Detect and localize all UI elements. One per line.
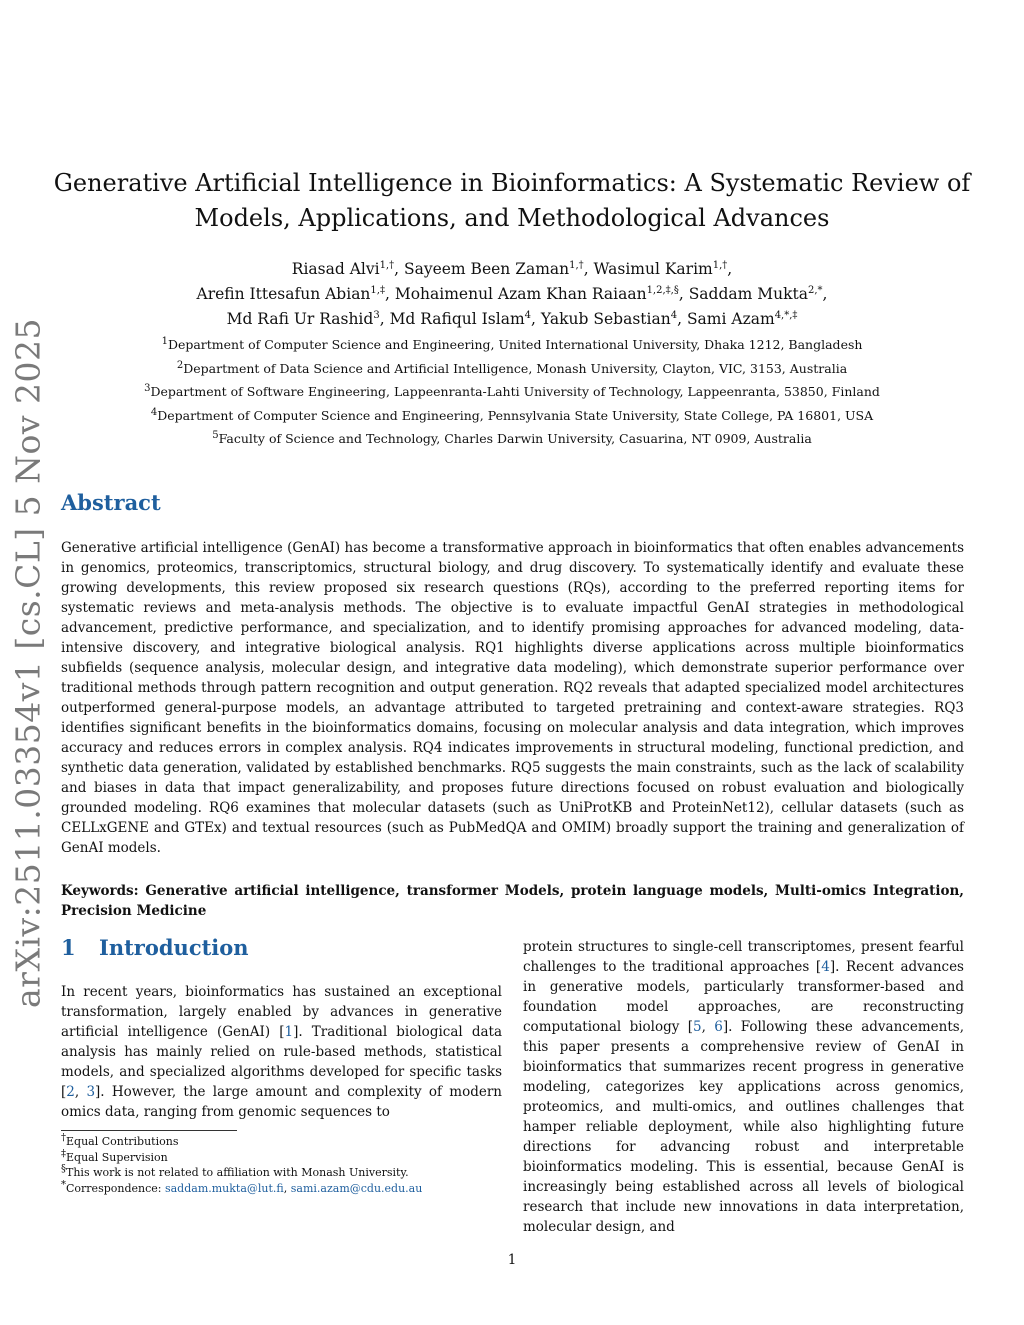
author-name: Mohaimenul Azam Khan Raiaan [394,285,647,303]
author-affiliation-mark: 4 [670,309,678,321]
introduction-heading [61,935,249,960]
abstract-text: Generative artificial intelligence (GenAI) has become a transformative approach in bioinformatics that often enables advancements in genomics, proteomics, transcriptomics, structural biology, and drug discovery. To systematically identify and evaluate these growing developments, this review proposed six research questions (RQs), according to the preferred reporting items for systematic reviews and meta-analysis methods. The objective is to evaluate impactful GenAI strategies in methodological advancement, predictive performance, and specialization, and to identify promising approaches for advanced modeling, data-intensive discovery, and integrative biological analysis. RQ1 highlights diverse applications across multiple bioinformatics subfields (sequence analysis, molecular design, and integrative data modeling), which demonstrate superior performance over traditional methods through pattern recognition and output generation. RQ2 reveals that adapted specialized model architectures outperformed general-purpose models, an advantage attributed to targeted pretraining and context-aware strategies. RQ3 identifies significant benefits in the bioinformatics domains, focusing on molecular analysis and data integration, which improves accuracy and reduces errors in complex analysis. RQ4 indicates improvements in structural modeling, functional prediction, and synthetic data generation, validated by established benchmarks. RQ5 suggests the main constraints, such as the lack of scalability and biases in data that impact generalizability, and proposes future directions focused on robust evaluation and biologically grounded modeling. RQ6 examines that molecular datasets (such as UniProtKB and ProteinNet12), cellular datasets (such as CELLxGENE and GTEx) and textual resources (such as PubMedQA and OMIM) broadly support the training and generalization of GenAI models. [61,540,964,856]
author-name: Sami Azam [686,310,775,328]
author-name: Saddam Mukta [688,285,808,303]
author-name: Riasad Alvi [291,260,380,278]
author-affiliation-mark: 4 [524,309,532,321]
affiliation-item: $^5$Faculty of Science and Technology, Charles Darwin University, Casuarina, NT 0909, Australia [212,429,812,446]
author-name: Yakub Sebastian [540,310,671,328]
author-affiliation-mark: 2,* [807,284,823,296]
page-number: 1 [507,1252,517,1268]
citation-link[interactable]: 2 [66,1084,75,1100]
paper-title [50,166,974,236]
author-affiliation-mark: 1,† [569,259,584,271]
introduction-left-column: In recent years, bioinformatics has sustained an exceptional transformation, largely enabled by advances in generative artificial intelligence (GenAI) [1]. Traditional biological data analysis has mainly relied on rule-based methods, statistical models, and specialized algorithms developed for specific tasks [2, 3]. However, the large amount and complexity of modern omics data, ranging from genomic sequences to [61,984,502,1120]
footnote-item: *Correspondence: saddam.mukta@lut.fi, sami.azam@cdu.edu.au [61,1178,423,1195]
affiliation-item: $^1$Department of Computer Science and Engineering, United International University, Dhaka 1212, Bangladesh [161,335,863,352]
author-name: Md Rafiqul Islam [389,310,525,328]
footnote-item: †Equal Contributions [61,1132,179,1148]
abstract-heading: Abstract [61,490,161,515]
email-link[interactable]: sami.azam@cdu.edu.au [290,1181,423,1195]
footnote-item: §This work is not related to affiliation with Monash University. [61,1163,409,1179]
citation-link[interactable]: 3 [86,1084,96,1100]
affiliation-item: $^3$Department of Software Engineering, Lappeenranta-Lahti University of Technology, Lappeenranta, 53850, Finland [144,382,880,399]
author-line-1: Riasad Alvi$^{1,\dagger}$, Sayeem Been Zaman$^{1,\dagger}$, Wasimul Karim$^{1,\dagger}$, [291,259,733,278]
email-link[interactable]: saddam.mukta@lut.fi [164,1181,284,1195]
footnote-divider [61,1130,237,1131]
author-affiliation-mark: 1,2,‡,§ [646,284,679,296]
author-line-3: Md Rafi Ur Rashid$^3$, Md Rafiqul Islam$^4$, Yakub Sebastian$^4$, Sami Azam$^{4,*,\ddagger}$ [226,309,798,328]
citation-link[interactable]: 4 [821,959,830,975]
citation-link[interactable]: 1 [284,1024,294,1040]
section-number: 1 [61,935,76,960]
title-line-1: Generative Artificial Intelligence in Bioinformatics: A Systematic Review of [53,169,971,197]
footnote-item: ‡Equal Supervision [61,1147,168,1164]
affiliation-list [50,333,974,451]
author-affiliation-mark: 1,‡ [370,284,385,296]
section-title: Introduction [99,935,249,960]
citation-link[interactable]: 5 [693,1019,702,1035]
introduction-right-column: protein structures to single-cell transcriptomes, present fearful challenges to the traditional approaches [4]. Recent advances in generative models, particularly transformer-based and foundation model approaches, are reconstructing computational biology [5, 6]. Following these advancements, this paper presents a comprehensive review of GenAI in bioinformatics that summarizes recent progress in generative modeling, categorizes key applications across genomics, proteomics, and multi-omics, and outlines challenges that hamper reliable deployment, while also highlighting future directions for advancing robust and interpretable bioinformatics modeling. This is essential, because GenAI is increasingly being established across all levels of biological research that include new innovations in data interpretation, molecular design, and [523,939,964,1235]
affiliation-item: $^2$Department of Data Science and Artificial Intelligence, Monash University, Clayton, VIC, 3153, Australia [176,359,848,376]
author-name: Arefin Ittesafun Abian [196,285,371,303]
footnotes [61,1134,502,1196]
author-affiliation-mark: 3 [373,309,380,321]
author-name: Sayeem Been Zaman [403,260,570,278]
author-name: Wasimul Karim [593,260,713,278]
title-line-2: Models, Applications, and Methodological Advances [194,204,830,232]
author-affiliation-mark: 4,*,‡ [774,309,798,321]
author-line-2: Arefin Ittesafun Abian$^{1,\ddagger}$, Mohaimenul Azam Khan Raiaan$^{1,2,\ddagger,\S}$, Saddam Mukta$^{2,*}$, [196,284,828,303]
citation-link[interactable]: 6 [714,1019,723,1035]
author-list [50,257,974,332]
affiliation-item: $^4$Department of Computer Science and Engineering, Pennsylvania State University, State College, PA 16801, USA [150,406,874,423]
author-name: Md Rafi Ur Rashid [226,310,374,328]
author-affiliation-mark: 1,† [712,259,728,271]
author-affiliation-mark: 1,† [379,259,395,271]
keywords: Keywords: Generative artificial intelligence, transformer Models, protein language models, Multi-omics Integration, Precision Medicine [61,883,964,919]
arxiv-identifier-stamp: arXiv:2511.03354v1 [cs.CL] 5 Nov 2025 [8,318,48,1008]
